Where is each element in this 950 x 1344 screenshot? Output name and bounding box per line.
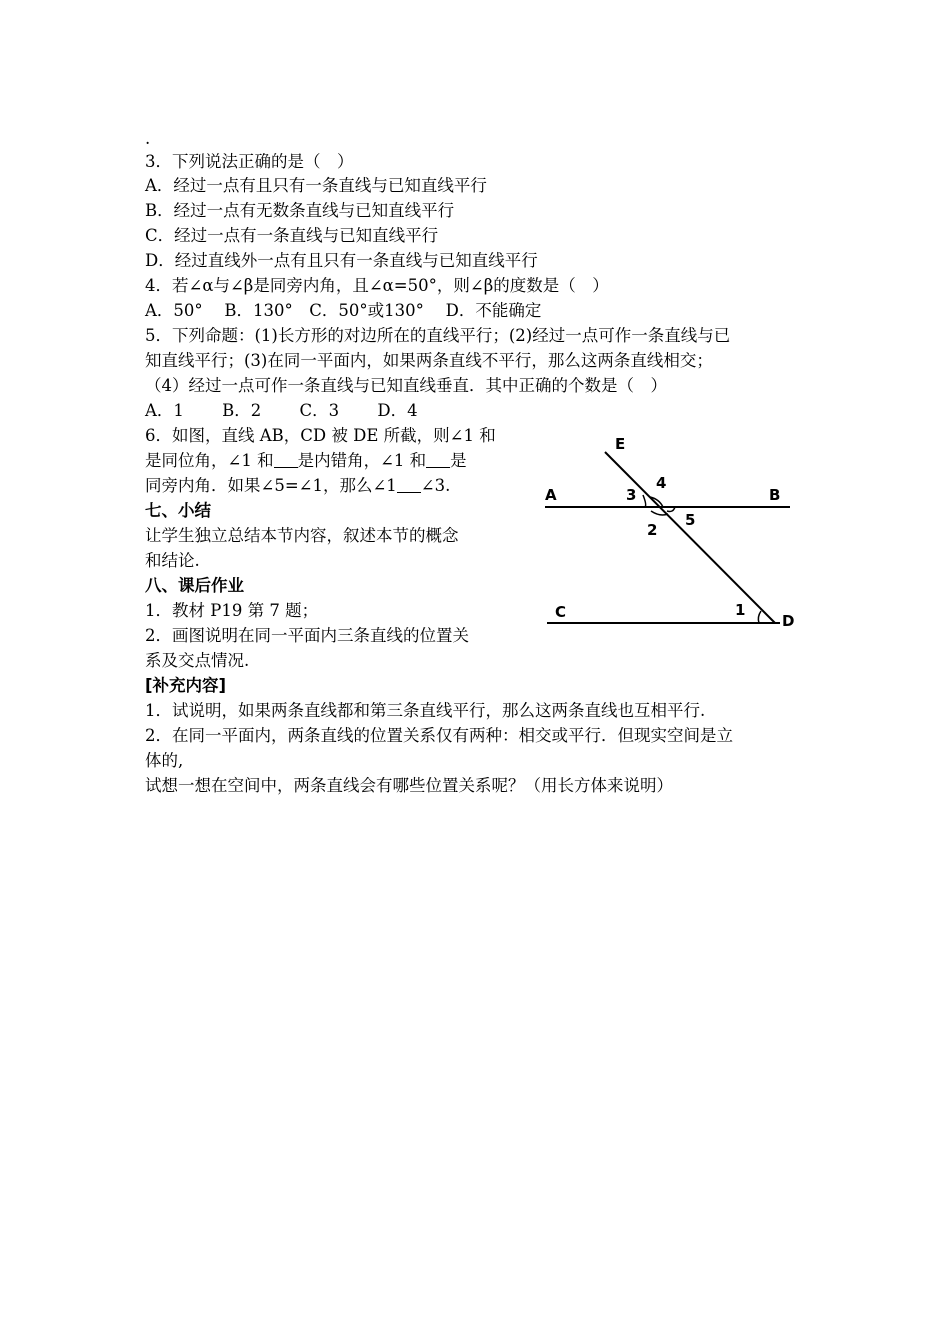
homework-item: 1．教材 P19 第 7 题； — [145, 601, 319, 620]
homework-item-cont: 系及交点情况. — [145, 651, 250, 670]
section-heading-supplement: [补充内容] — [145, 676, 227, 695]
label-d: D — [782, 612, 795, 630]
answer-blank — [397, 476, 421, 493]
angle-label-5: 5 — [685, 511, 696, 529]
label-a: A — [545, 486, 557, 504]
question-5-cont: 知直线平行；(3)在同一平面内，如果两条直线不平行，那么这两条直线相交； — [145, 351, 713, 370]
supplement-item-cont: 试想一想在空间中，两条直线会有哪些位置关系呢？（用长方体来说明） — [145, 776, 673, 795]
answer-blank — [426, 451, 450, 468]
text-span: 是同位角，∠1 和 — [145, 451, 274, 470]
label-b: B — [769, 486, 781, 504]
question-5: 5．下列命题：(1)长方形的对边所在的直线平行；(2)经过一点可作一条直线与已 — [145, 326, 731, 345]
question-4-options: A．50° B．130° C．50°或130° D．不能确定 — [145, 301, 542, 320]
section-heading-summary: 七、小结 — [145, 501, 211, 520]
text-span: ∠3. — [420, 476, 451, 495]
question-5-options: A．1 B．2 C．3 D．4 — [145, 401, 418, 420]
summary-text: 和结论. — [145, 551, 200, 570]
answer-blank — [274, 451, 298, 468]
angle-label-4: 4 — [656, 474, 667, 492]
option-a: A．经过一点有且只有一条直线与已知直线平行 — [145, 176, 487, 195]
angle-label-3: 3 — [626, 486, 637, 504]
section-heading-homework: 八、课后作业 — [145, 576, 244, 595]
geometry-figure — [535, 425, 810, 640]
angle-1-arc — [758, 611, 761, 623]
supplement-item: 1．试说明，如果两条直线都和第三条直线平行，那么这两条直线也互相平行. — [145, 701, 706, 720]
option-d: D．经过直线外一点有且只有一条直线与已知直线平行 — [145, 251, 538, 270]
homework-item: 2．画图说明在同一平面内三条直线的位置关 — [145, 626, 469, 645]
label-c: C — [555, 603, 567, 621]
line-de — [605, 452, 775, 623]
angle-label-2: 2 — [647, 521, 658, 539]
text-span: 是 — [450, 451, 467, 470]
question-4: 4．若∠α与∠β是同旁内角，且∠α=50°，则∠β的度数是（ ） — [145, 276, 609, 295]
question-3: 3．下列说法正确的是（ ） — [145, 152, 354, 171]
summary-text: 让学生独立总结本节内容，叙述本节的概念 — [145, 526, 459, 545]
text-span: 同旁内角．如果∠5=∠1，那么∠1 — [145, 476, 397, 495]
label-e: E — [615, 435, 626, 453]
question-6: 6．如图，直线 AB，CD 被 DE 所截，则∠1 和 — [145, 426, 496, 445]
question-5-cont: （4）经过一点可作一条直线与已知直线垂直．其中正确的个数是（ ） — [145, 376, 667, 395]
option-b: B．经过一点有无数条直线与已知直线平行 — [145, 201, 455, 220]
supplement-item-cont: 体的, — [145, 751, 184, 770]
angle-3-arc — [643, 495, 646, 507]
text-line: . — [145, 129, 151, 148]
supplement-item: 2．在同一平面内，两条直线的位置关系仅有两种：相交或平行．但现实空间是立 — [145, 726, 733, 745]
angle-label-1: 1 — [735, 601, 746, 619]
option-c: C．经过一点有一条直线与已知直线平行 — [145, 226, 439, 245]
question-6-cont — [145, 449, 467, 473]
text-span: 是内错角，∠1 和 — [297, 451, 427, 470]
question-6-cont — [145, 474, 450, 498]
